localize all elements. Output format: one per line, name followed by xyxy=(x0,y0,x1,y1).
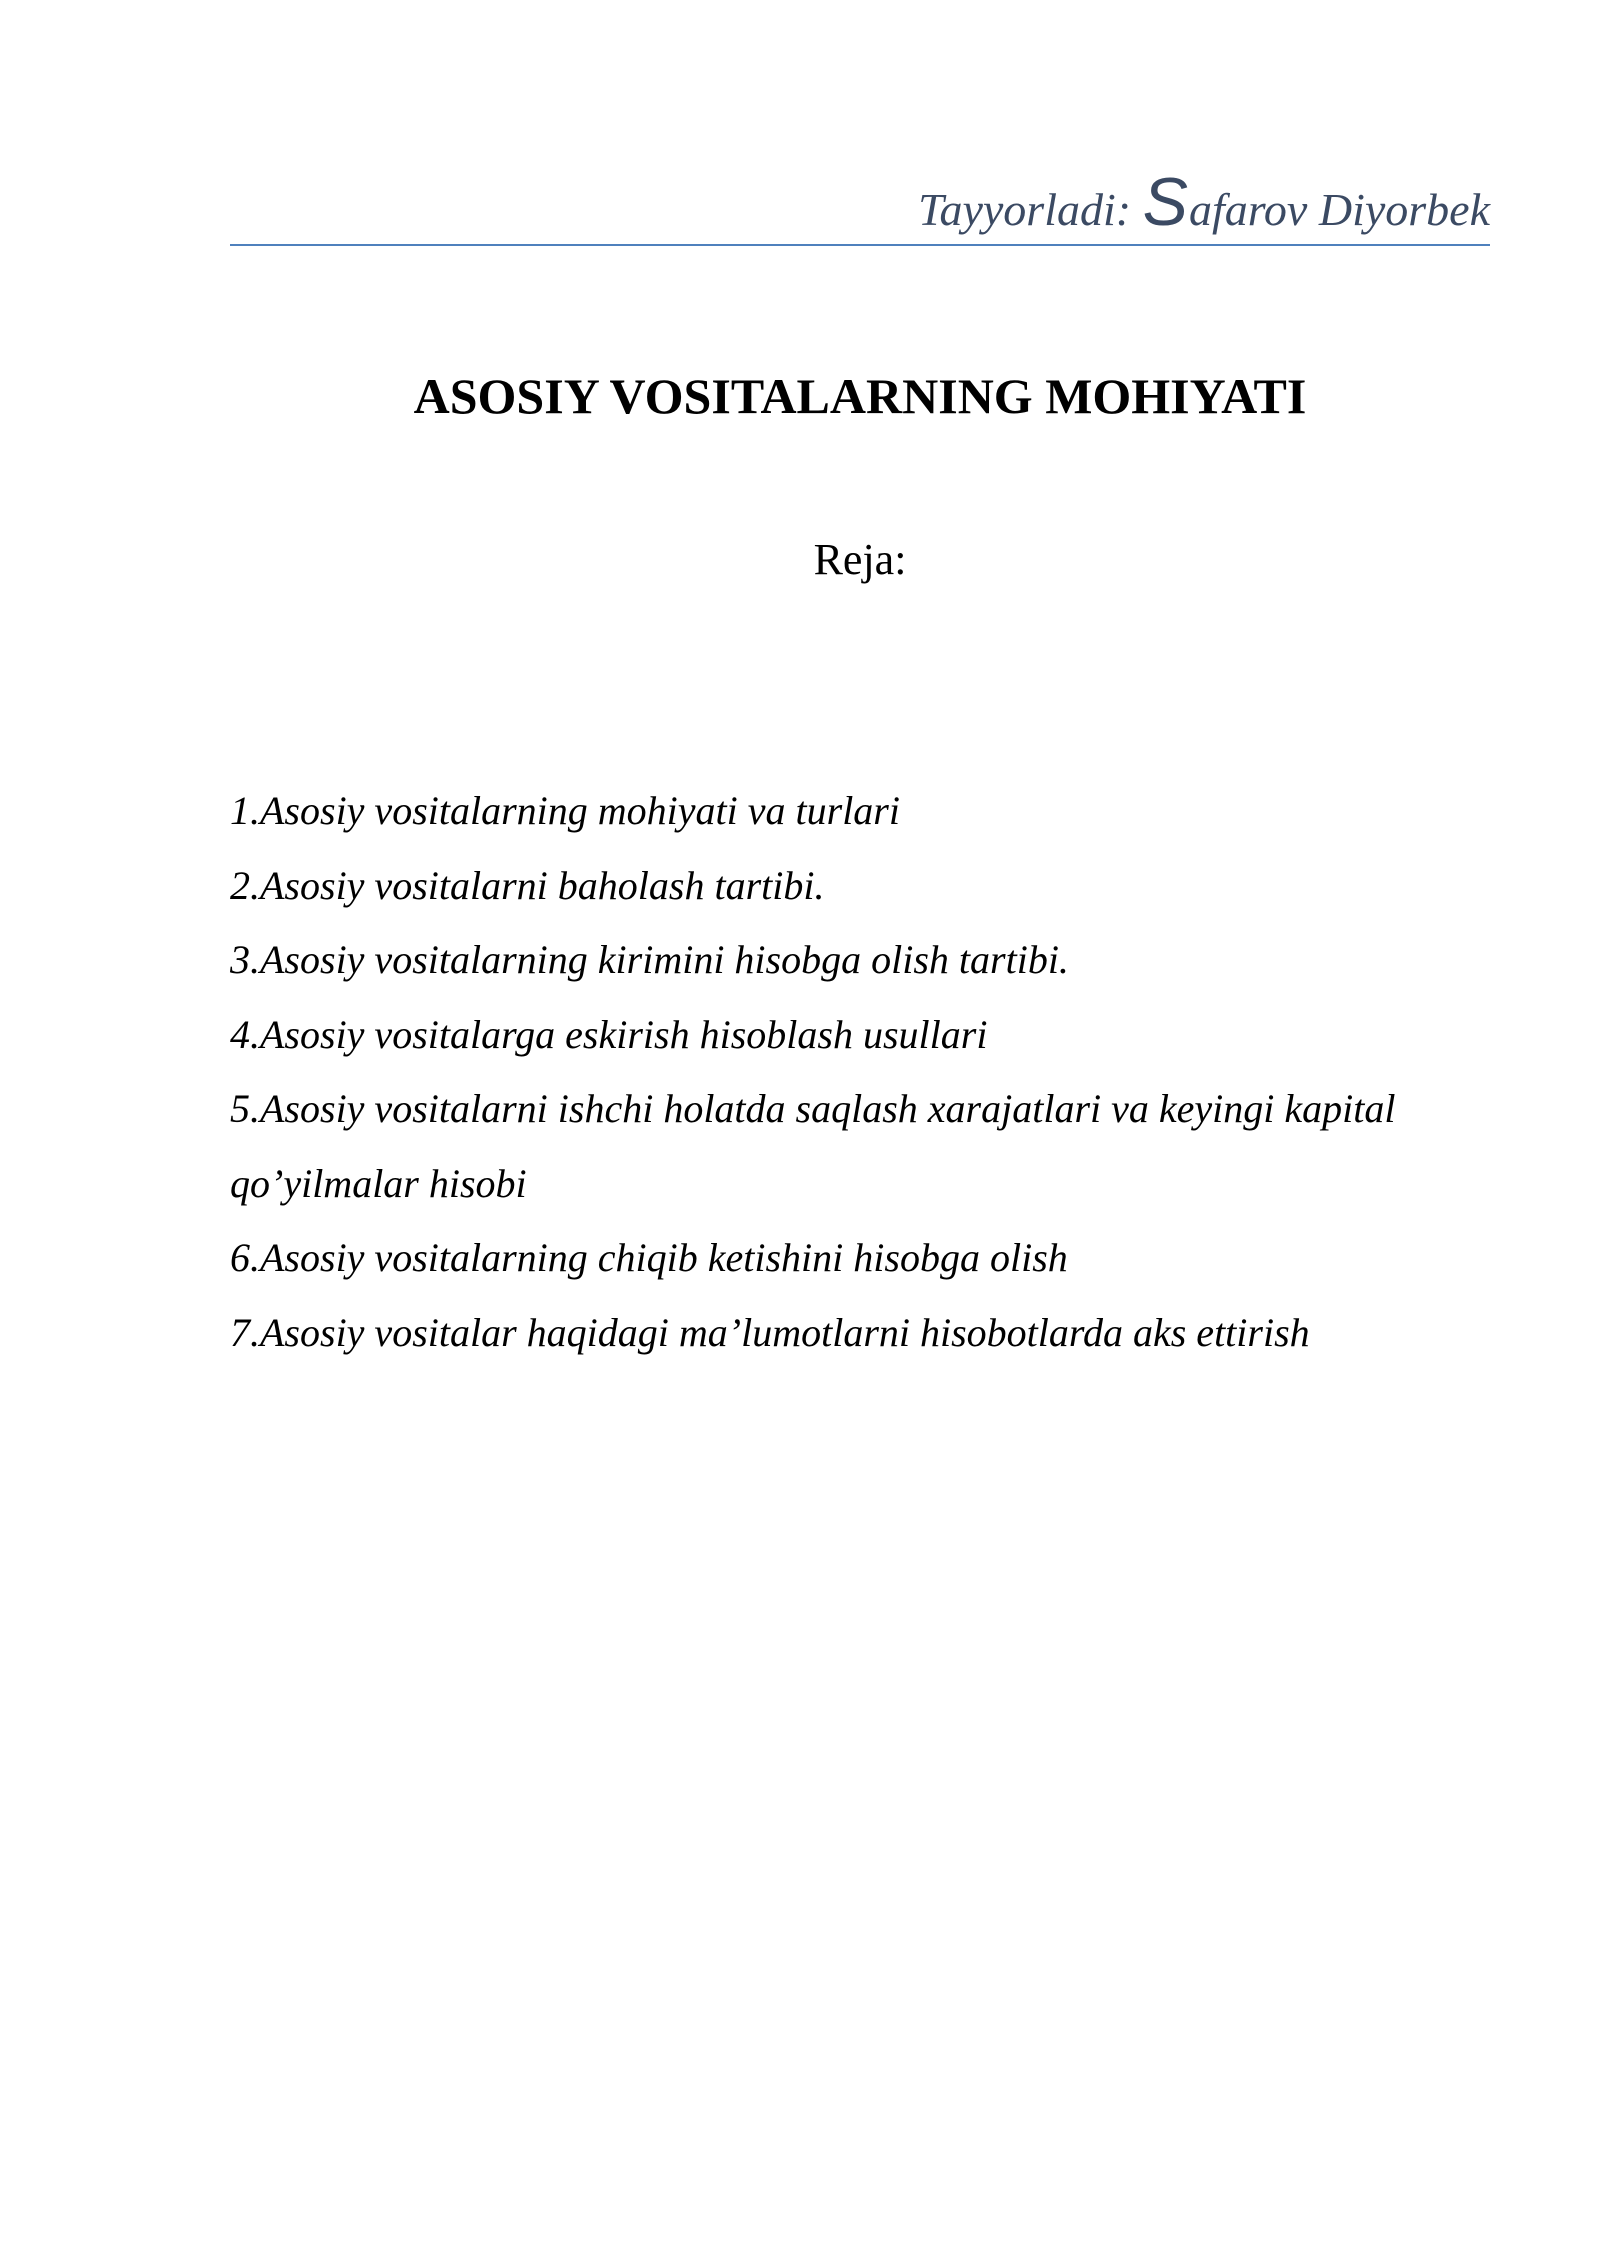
author-name-initial: S xyxy=(1142,164,1189,240)
author-line xyxy=(918,164,1490,240)
plan-item: 1.Asosiy vositalarning mohiyati va turlari xyxy=(230,788,900,833)
plan-item: 2.Asosiy vositalarni baholash tartibi. xyxy=(230,862,825,908)
plan-item: 3.Asosiy vositalarning kirimini hisobga olish tartibi. xyxy=(230,937,1069,982)
author-label: Tayyorladi: xyxy=(918,184,1143,235)
plan-heading: Reja: xyxy=(813,535,907,584)
page-header xyxy=(230,160,1490,246)
plan-list xyxy=(230,774,1500,1370)
author-name: afarov Diyorbek xyxy=(1188,184,1490,235)
plan-item: 6.Asosiy vositalarning chiqib ketishini hisobga olish xyxy=(230,1235,1068,1280)
plan-item: 4.Asosiy vositalarga eskirish hisoblash usullari xyxy=(230,1011,988,1057)
document-title: ASOSIY VOSITALARNING MOHIYATI xyxy=(413,367,1307,424)
plan-item-continuation: qo’yilmalar hisobi xyxy=(230,1160,527,1206)
plan-item: 5.Asosiy vositalarni ishchi holatda saqlash xarajatlari va keyingi kapital xyxy=(230,1086,1396,1131)
plan-item: 7.Asosiy vositalar haqidagi ma’lumotlarni hisobotlarda aks ettirish xyxy=(230,1309,1310,1355)
